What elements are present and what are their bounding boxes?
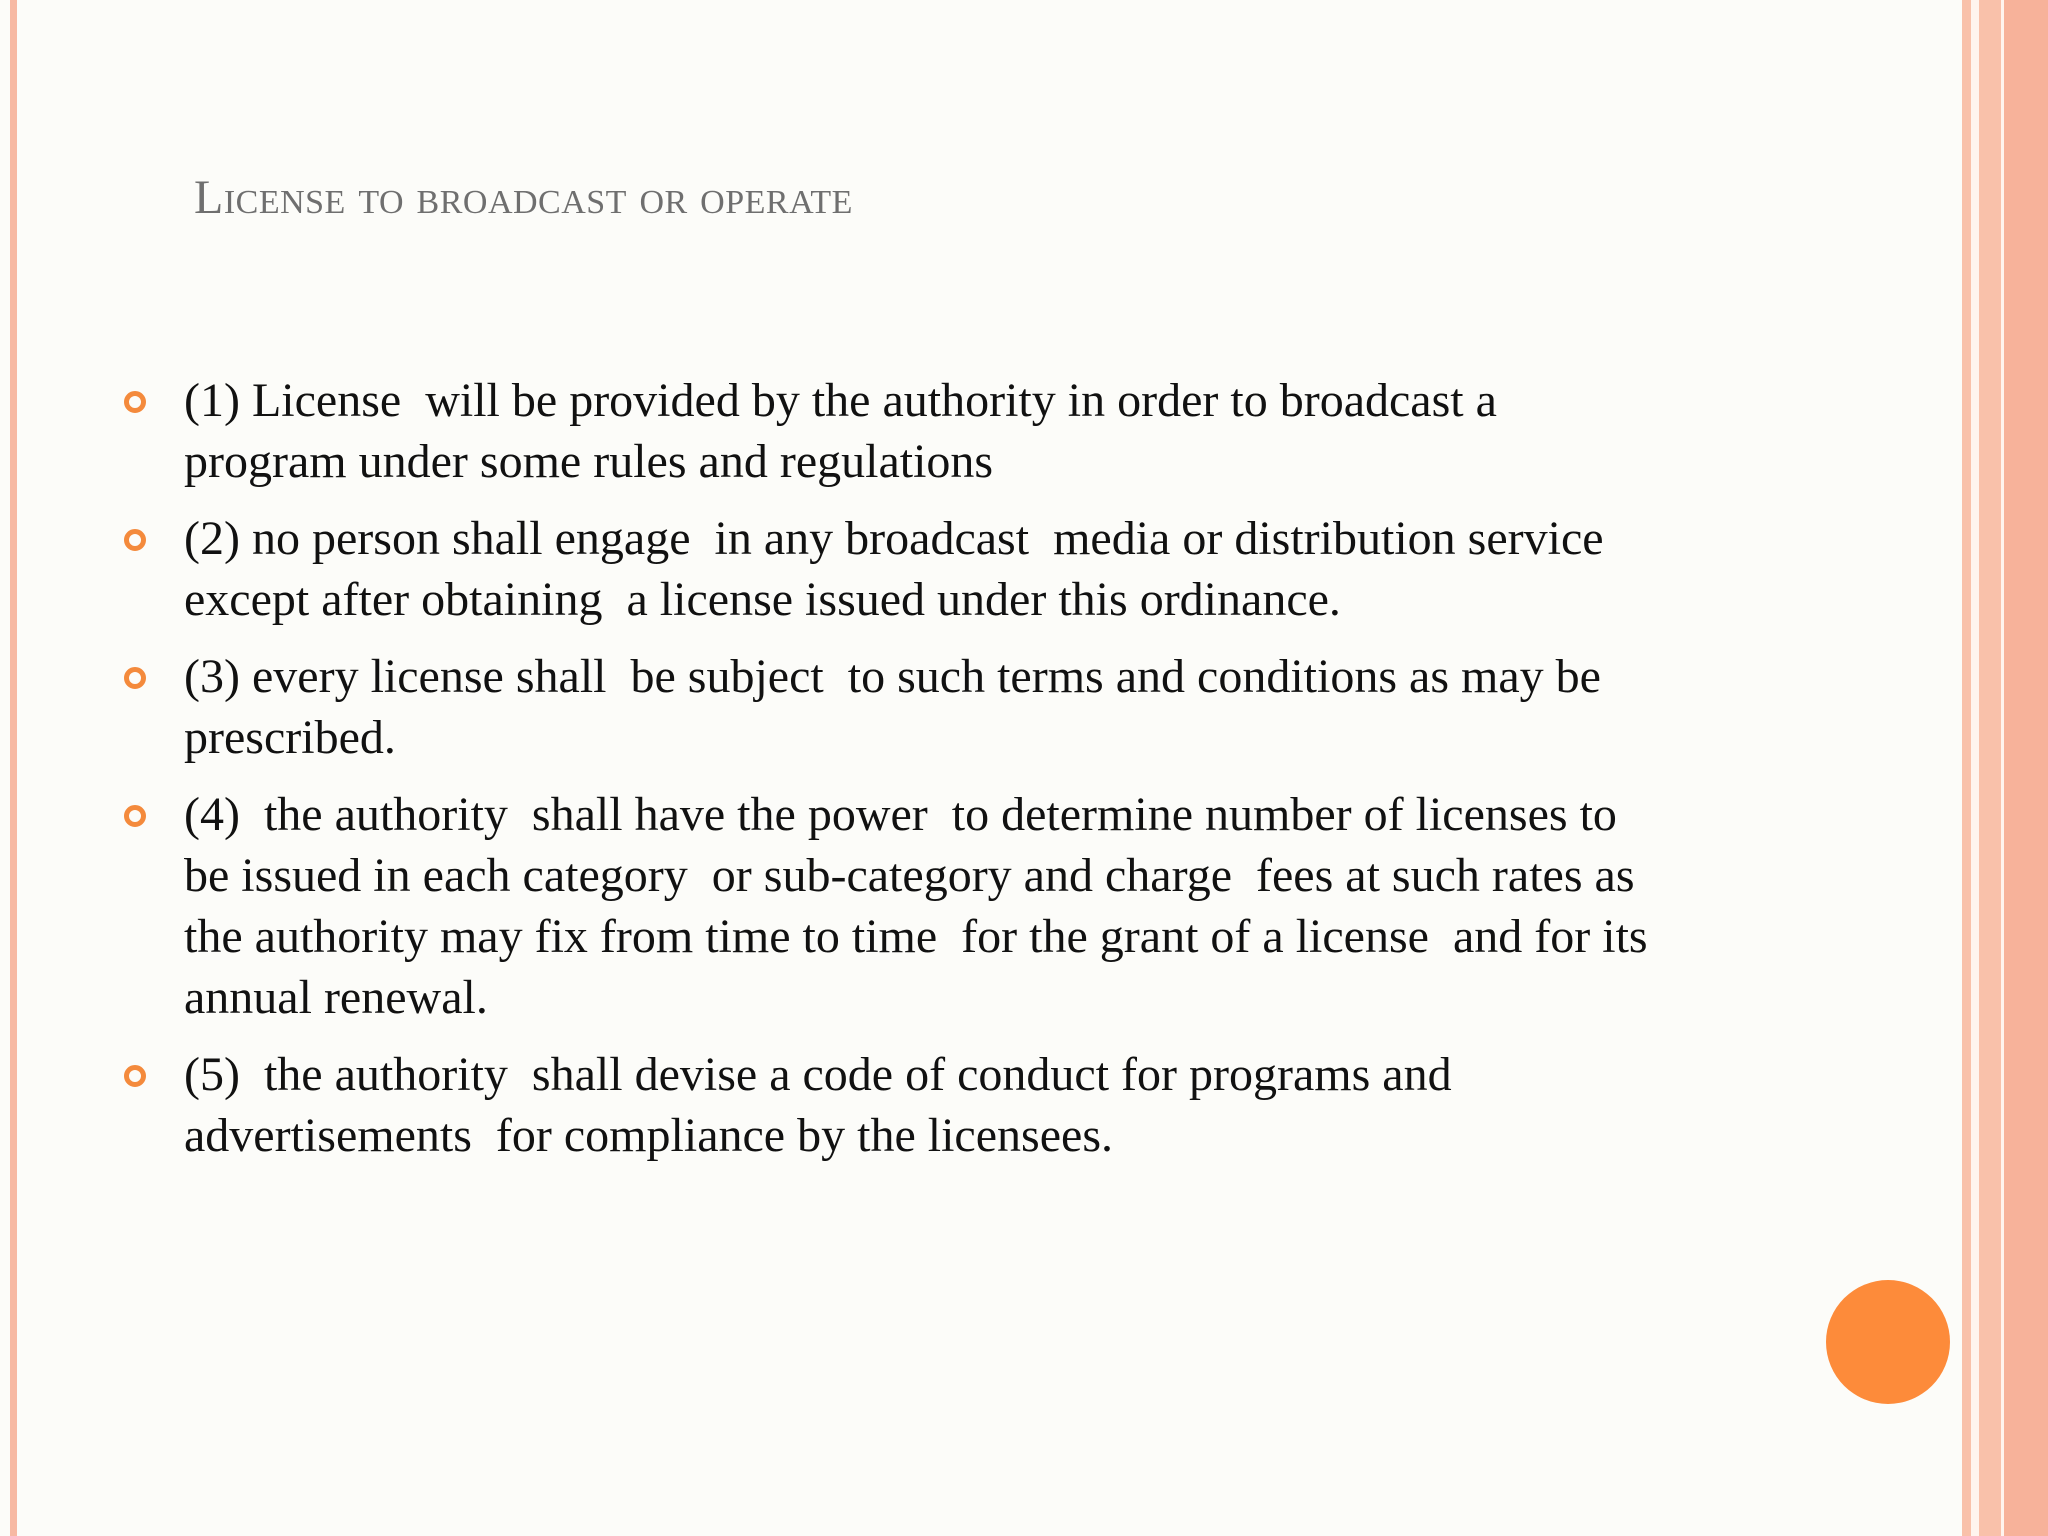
- bullet-circle-icon: [124, 391, 146, 413]
- bullet-item: [118, 784, 1758, 1028]
- orange-circle-icon: [1826, 1280, 1950, 1404]
- bullet-text: (1) License will be provided by the authority in order to broadcast a program under some rules and regulations: [184, 374, 1497, 488]
- slide-title: License to broadcast or operate: [194, 171, 853, 224]
- bullet-circle-icon: [124, 529, 146, 551]
- bullet-text: (4) the authority shall have the power to determine number of licenses to be issued in each category or sub-category and charge fees at such rates as the authority may fix from time to time for the grant of a license and for its annual renewal.: [184, 788, 1648, 1024]
- right-border-stripe-a: [1962, 0, 1971, 1536]
- bullet-text: (2) no person shall engage in any broadcast media or distribution service except after obtaining a license issued under this ordinance.: [184, 512, 1604, 626]
- bullet-text: (5) the authority shall devise a code of conduct for programs and advertisements for compliance by the licensees.: [184, 1048, 1452, 1162]
- left-border-stripe: [10, 0, 17, 1536]
- bullet-circle-icon: [124, 805, 146, 827]
- bullet-list: [118, 370, 1758, 1182]
- right-border-stripe-c: [2004, 0, 2048, 1536]
- bullet-item: [118, 508, 1758, 630]
- bullet-item: [118, 1044, 1758, 1166]
- bullet-item: [118, 370, 1758, 492]
- bullet-circle-icon: [124, 1065, 146, 1087]
- bullet-text: (3) every license shall be subject to such terms and conditions as may be prescribed.: [184, 650, 1601, 764]
- bullet-item: [118, 646, 1758, 768]
- right-border-stripe-b: [1979, 0, 2001, 1536]
- bullet-circle-icon: [124, 667, 146, 689]
